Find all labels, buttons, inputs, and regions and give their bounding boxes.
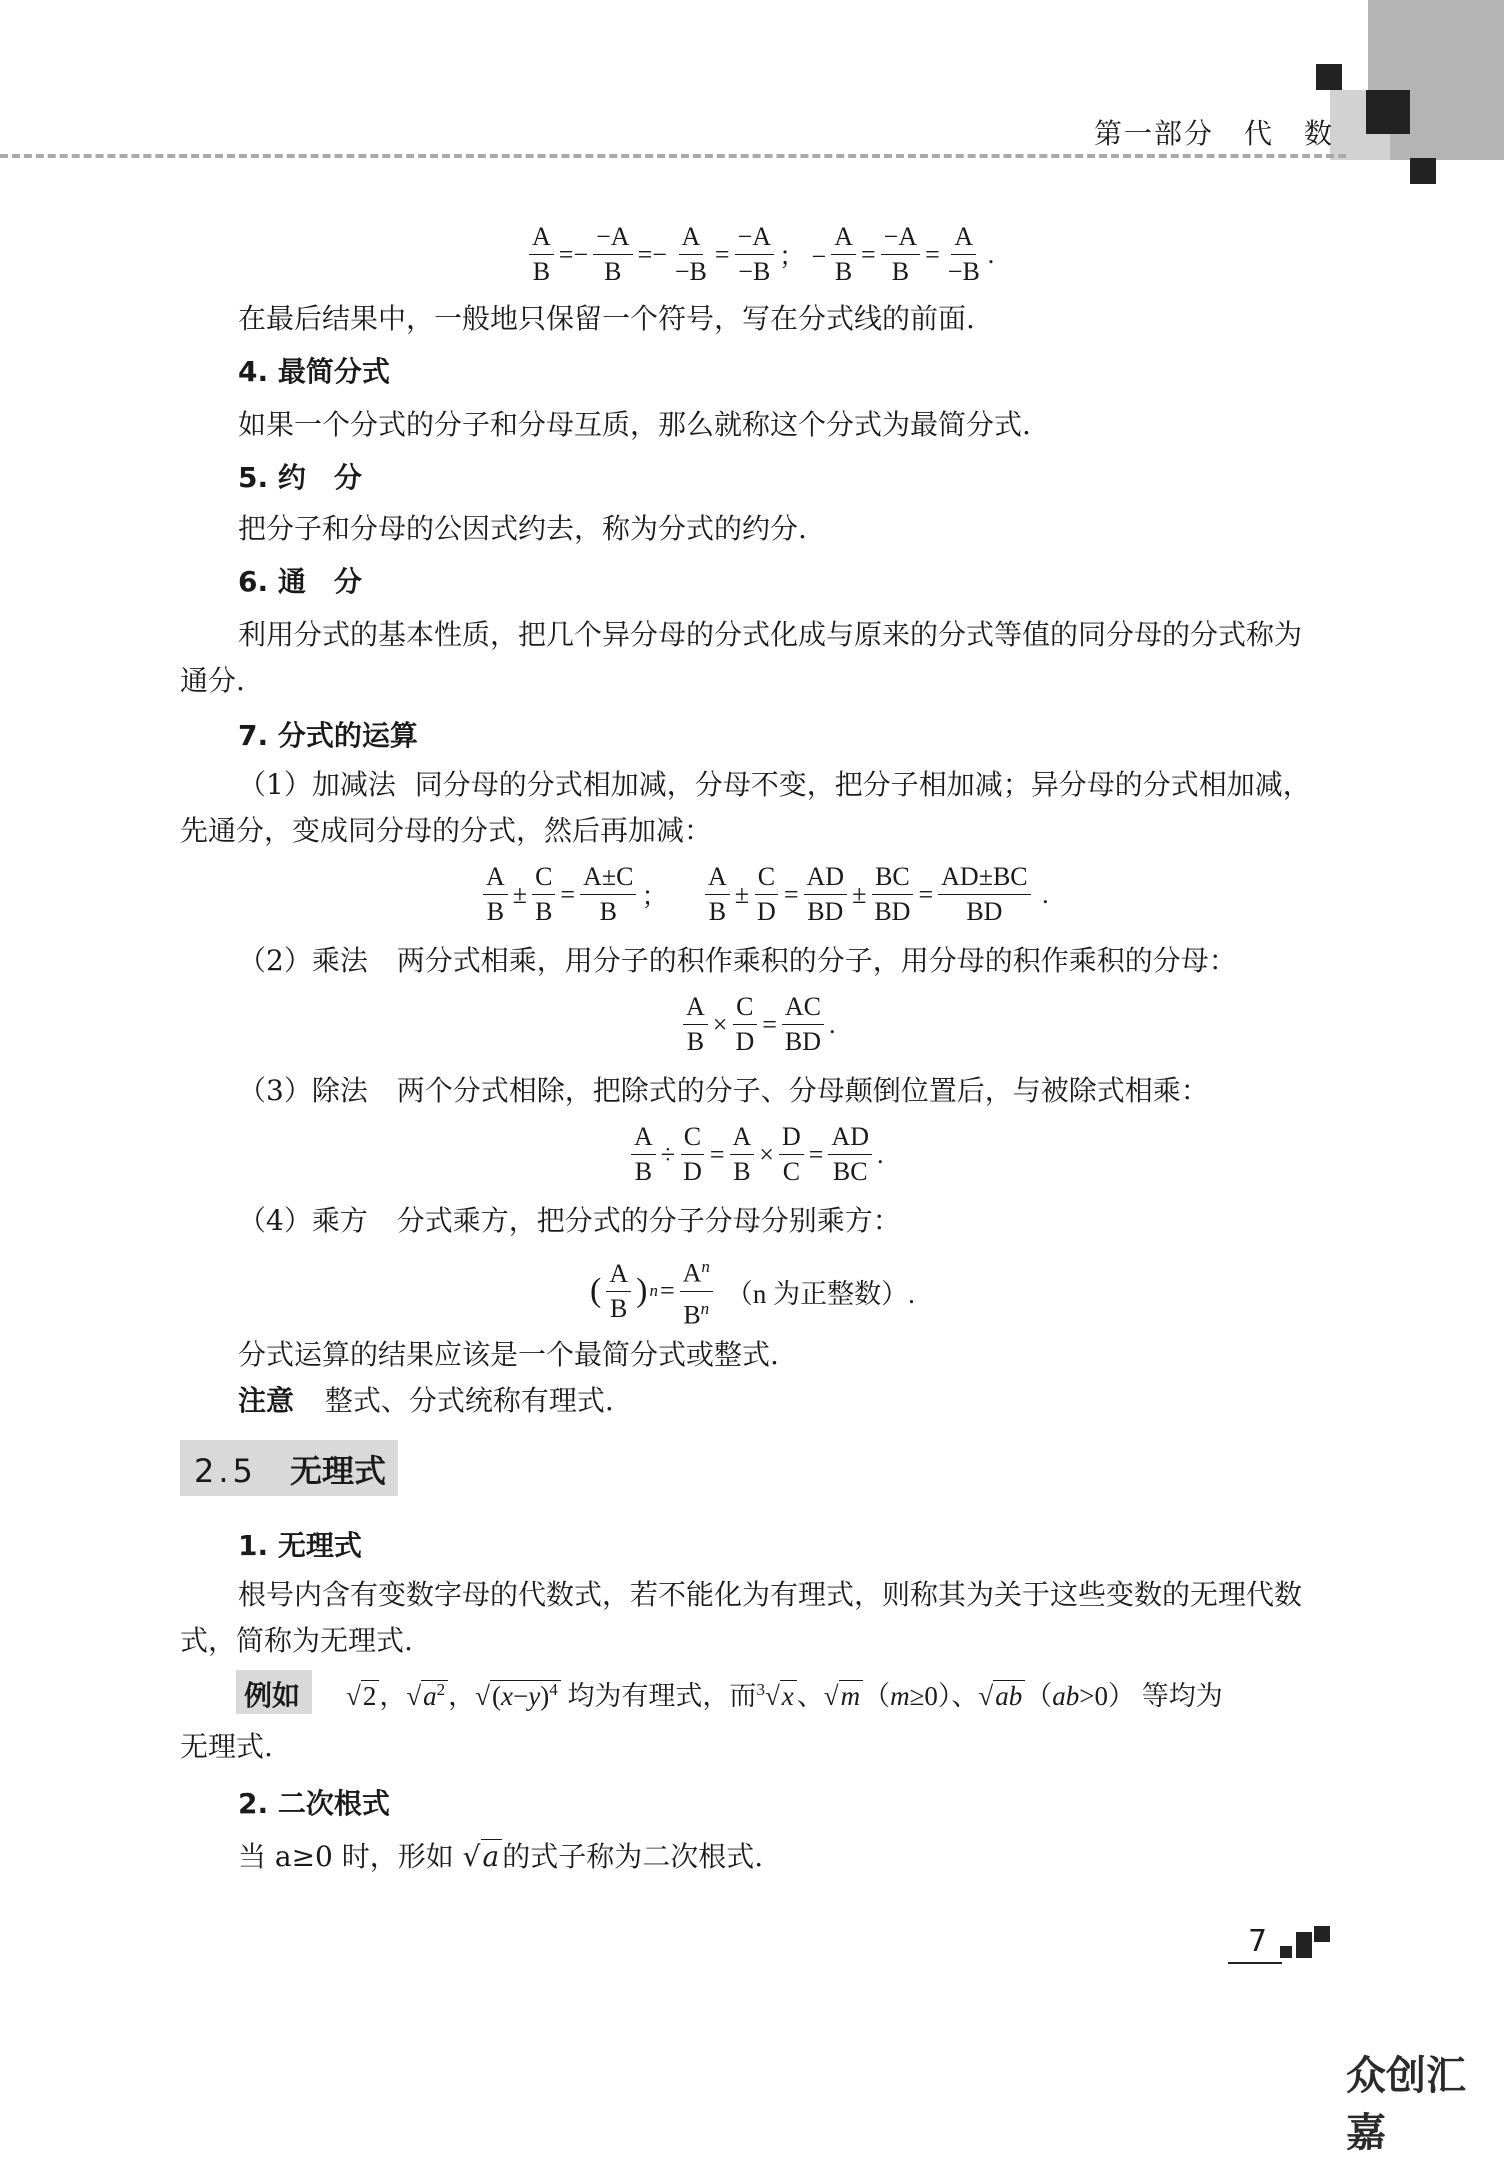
op-multiply-label: （2）乘法 [238,944,368,977]
op-power-label: （4）乘方 [238,1204,368,1237]
footer-square-2 [1296,1932,1312,1958]
header-dashed-rule [0,154,1346,158]
op-multiply-body: 两分式相乘，用分子的积作乘积的分子，用分母的积作乘积的分母： [396,944,1237,977]
formula-multiply: $\frac{A}{B}$ × $\frac{C}{D}$ = $\frac{AC}{BD}$ . [680,990,838,1059]
page-number: 7 [1248,1924,1268,1959]
op-add-sub-body: 同分母的分式相加减，分母不变，把分子相加减；异分母的分式相加减，先通分，变成同分母的分式，然后再加减： [180,768,1311,847]
common-denominator-text [180,612,1320,704]
example-label: 例如 [244,1679,301,1712]
common-denominator-body: 利用分式的基本性质，把几个异分母的分式化成与原来的分式等值的同分母的分式称为通分. [180,618,1303,697]
irrational-definition-body: 根号内含有变数字母的代数式，若不能化为有理式，则称其为关于这些变数的无理代数式，简称为无理式. [180,1578,1303,1657]
note-line [238,1378,1378,1424]
section-heading [194,1446,386,1492]
op-add-sub-label: （1）加减法 [238,768,396,801]
heading-quadratic-radical: 2. 二次根式 [238,1787,390,1820]
heading-common-denominator: 6. 通 分 [238,565,362,598]
header-square-2 [1366,90,1410,134]
formula-divide: $\frac{A}{B}$ ÷ $\frac{C}{D}$ = $\frac{A}{B}$ × $\frac{D}{C}$ = $\frac{AD}{BC}$ . [628,1120,885,1189]
formula-sign-rule: $\frac{A}{B}$ =− $\frac{-A}{B}$ =− $\frac{A}{-B}$ = $\frac{-A}{-B}$ ； − $\frac{A}{B}$ = $\frac{-A}{B}$ = $\frac{A}{-B}$ . [526,220,996,289]
sqrt-def-post: 的式子称为二次根式. [502,1840,764,1873]
op-power-text [180,1198,1320,1244]
op-multiply-text [180,938,1320,984]
header-square-1 [1316,64,1342,90]
reduction-text: 把分子和分母的公因式约去，称为分式的约分. [238,512,807,545]
sign-rule-text: 在最后结果中，一般地只保留一个符号，写在分式线的前面. [238,302,975,335]
power-note: （n 为正整数）. [725,1278,915,1309]
heading-irrational-expression: 1. 无理式 [238,1529,362,1562]
heading-simplest-fraction: 4. 最简分式 [238,355,390,388]
footer-square-1 [1280,1946,1292,1958]
section-title: 无理式 [290,1452,387,1490]
running-title: 第一部分 代 数 [1094,117,1335,150]
heading-fraction-operations: 7. 分式的运算 [238,719,418,752]
page-number-rule [1228,1962,1282,1964]
example-end: 等均为 [1141,1681,1223,1711]
example-line: √2 ，$√a^2$ ，$√(x-y)^4$ 均为有理式，而$^3$√x 、√m （m≥0）、√ab （ab>0） 等均为 [346,1680,1223,1711]
op-power-body: 分式乘方，把分式的分子分母分别乘方： [396,1204,901,1237]
heading-reduction: 5. 约 分 [238,461,362,494]
op-divide-text [180,1068,1320,1114]
sqrt-def-pre: 当 a≥0 时，形如 [238,1840,454,1873]
result-note: 分式运算的结果应该是一个最简分式或整式. [238,1338,779,1371]
section-number: 2.5 [194,1452,257,1490]
irrational-definition [180,1572,1320,1664]
note-label: 注意 [238,1384,295,1417]
simplest-fraction-text: 如果一个分式的分子和分母互质，那么就称这个分式为最简分式. [238,408,1031,441]
op-divide-body: 两个分式相除，把除式的分子、分母颠倒位置后，与被除式相乘： [396,1074,1209,1107]
header-square-3 [1410,158,1436,184]
watermark: 众创汇嘉 [1346,2053,1466,2156]
formula-add-sub: $\frac{A}{B}$ ± $\frac{C}{B}$ = $\frac{A\pm C}{B}$ ； $\frac{A}{B}$ ± $\frac{C}{D}$ = $\frac{AD}{BD}$ ± $\frac{BC}{BD}$ = $\frac{AD\pm BC}{BD}$ . [480,860,1051,929]
formula-power: ( $\frac{A}{B}$ ) n = $\frac{A^n}{B^n}$ （n 为正整数）. [588,1250,915,1332]
quadratic-radical-definition: 当 a≥0 时，形如 √a 的式子称为二次根式. [238,1840,764,1873]
op-divide-label: （3）除法 [238,1074,368,1107]
footer-square-3 [1314,1926,1330,1942]
note-text: 整式、分式统称有理式. [324,1384,614,1417]
op-add-sub-text [180,762,1320,854]
example-mid: 均为有理式，而 [567,1681,757,1711]
example-tail: 无理式. [180,1730,273,1763]
